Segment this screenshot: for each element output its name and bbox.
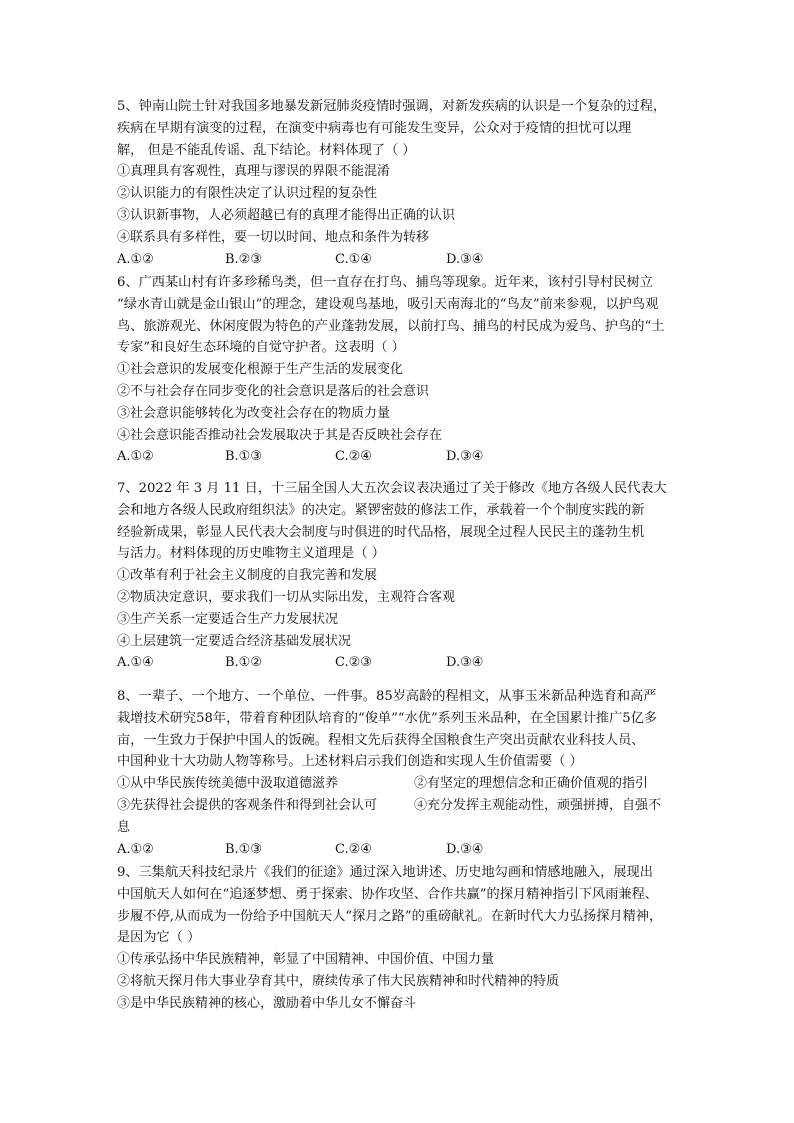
question-stem-line: 会和地方各级人民政府组织法》的决定。紧锣密鼓的修法工作，承载着一个个制度实践的新: [117, 502, 645, 518]
choice-c: C.①④: [335, 251, 372, 267]
statement-option-row: [117, 795, 685, 817]
statement-option: ③社会意识能够转化为改变社会存在的物质力量: [117, 405, 391, 421]
question-7: [117, 478, 685, 674]
choice-b: B.①③: [225, 841, 262, 857]
statement-option: ①改革有利于社会主义制度的自我完善和发展: [117, 568, 378, 584]
statement-option: ④联系具有多样性，要一切以时间、地点和条件为转移: [117, 229, 430, 245]
statement-option: ①社会意识的发展变化根源于生产生活的发展变化: [117, 362, 404, 378]
question-stem-line: 5、钟南山院士针对我国多地暴发新冠肺炎疫情时强调，对新发疾病的认识是一个复杂的过程，: [117, 99, 667, 114]
question-6: [117, 272, 685, 468]
statement-option: ④充分发挥主观能动性，顽强拼搏，自强不: [414, 797, 662, 813]
question-stem-line: 8、一辈子、一个地方、一个单位、一件事。85岁高龄的程相文，从事玉米新品种选育和高严: [117, 689, 657, 704]
statement-option: ③先获得社会提供的客观条件和得到社会认可: [117, 797, 378, 813]
question-stem-line: 是因为它（ ）: [117, 930, 201, 946]
question-stem-line: “绿水青山就是金山银山”的理念，建设观鸟基地，吸引天南海北的“鸟友”前来参观，以护鸟观: [117, 296, 659, 312]
question-stem-line: 与活力。材料体现的历史唯物主义道理是（ ）: [117, 546, 385, 562]
statement-option: ③是中华民族精神的核心，激励着中华儿女不懈奋斗: [117, 995, 417, 1011]
answer-choices: [117, 839, 685, 861]
question-5: [117, 96, 685, 270]
statement-option-continuation: 息: [117, 819, 131, 835]
statement-option: ②将航天探月伟大事业孕育其中，赓续传承了伟大民族精神和时代精神的特质: [117, 973, 560, 989]
choice-c: C.②④: [335, 449, 372, 465]
choice-a: A.①②: [117, 251, 154, 267]
choice-a: A.①②: [117, 841, 154, 857]
choice-b: B.①③: [225, 449, 262, 465]
question-stem-line: 经验新成果，彰显人民代表大会制度与时俱进的时代品格，展现全过程人民民主的蓬勃生机: [117, 524, 645, 540]
question-9: [117, 862, 685, 1015]
statement-option: ②物质决定意识，要求我们一切从实际出发，主观符合客观: [117, 589, 456, 605]
question-stem-line: 6、广西某山村有许多珍稀鸟类，但一直存在打鸟、捕鸟等现象。近年来，该村引导村民树立: [117, 275, 653, 290]
choice-d: D.③④: [446, 449, 484, 465]
answer-choices: [117, 446, 685, 468]
question-8: [117, 686, 685, 860]
answer-choices: [117, 652, 685, 674]
choice-a: A.①②: [117, 449, 154, 465]
choice-b: B.①②: [225, 655, 262, 671]
choice-b: B.②③: [225, 251, 262, 267]
statement-option: ②有坚定的理想信念和正确价值观的指引: [414, 776, 649, 792]
choice-c: C.②③: [335, 655, 372, 671]
statement-option: ④上层建筑一定要适合经济基础发展状况: [117, 633, 352, 649]
statement-option: ④社会意识能否推动社会发展取决于其是否反映社会存在: [117, 427, 443, 443]
question-stem-line: 解， 但是不能乱传谣、乱下结论。材料体现了（ ）: [117, 142, 416, 158]
choice-d: D.③④: [446, 655, 484, 671]
statement-option: ①真理具有客观性，真理与谬误的界限不能混淆: [117, 164, 391, 180]
statement-option: ②不与社会存在同步变化的社会意识是落后的社会意识: [117, 383, 430, 399]
statement-option: ①从中华民族传统美德中汲取道德滋养: [117, 776, 339, 792]
question-stem-line: 中国航天人如何在“追逐梦想、勇于探索、协作攻坚、合作共赢”的探月精神指引下风雨兼程、: [117, 886, 658, 902]
question-stem-line: 栽增技术研究58年，带着育种团队培育的“俊单”“水优”系列玉米品种，在全国累计推广5亿多: [117, 710, 658, 726]
question-stem-line: 中国种业十大功勋人物等称号。上述材料启示我们创造和实现人生价值需要（ ）: [117, 754, 583, 770]
statement-option: ②认识能力的有限性决定了认识过程的复杂性: [117, 186, 378, 202]
question-stem-line: 9、三集航天科技纪录片《我们的征途》通过深入地讲述、历史地勾画和情感地融入，展现出: [117, 865, 653, 880]
question-stem-line: 亩，一生致力于保护中国人的饭碗。程相文先后获得全国粮食生产突出贡献农业科技人员、: [117, 732, 645, 748]
choice-d: D.③④: [446, 251, 484, 267]
choice-a: A.①④: [117, 655, 154, 671]
question-stem-line: 疾病在早期有演变的过程，在演变中病毒也有可能发生变异，公众对于疫情的担忧可以理: [117, 120, 632, 136]
choice-d: D.③④: [446, 841, 484, 857]
statement-option: ①传承弘扬中华民族精神，彰显了中国精神、中国价值、中国力量: [117, 952, 495, 968]
question-stem-line: 步履不停,从而成为一份给予中国航天人“探月之路”的重磅献礼。在新时代大力弘扬探月精神，: [117, 908, 663, 924]
question-stem-line: 专家”和良好生态环境的自觉守护者。这表明（ ）: [117, 340, 405, 356]
answer-choices: [117, 249, 685, 271]
question-stem-line: 7、2022 年 3 月 11 日，十三届全国人大五次会议表决通过了关于修改《地方各级人民代表大: [117, 481, 667, 496]
question-stem-line: 鸟、旅游观光、休闲度假为特色的产业蓬勃发展，以前打鸟、捕鸟的村民成为爱鸟、护鸟的“土: [117, 318, 665, 334]
statement-option: ③生产关系一定要适合生产力发展状况: [117, 611, 339, 627]
statement-option-row: [117, 773, 685, 795]
choice-c: C.②④: [335, 841, 372, 857]
statement-option: ③认识新事物，人必须超越已有的真理才能得出正确的认识: [117, 207, 456, 223]
